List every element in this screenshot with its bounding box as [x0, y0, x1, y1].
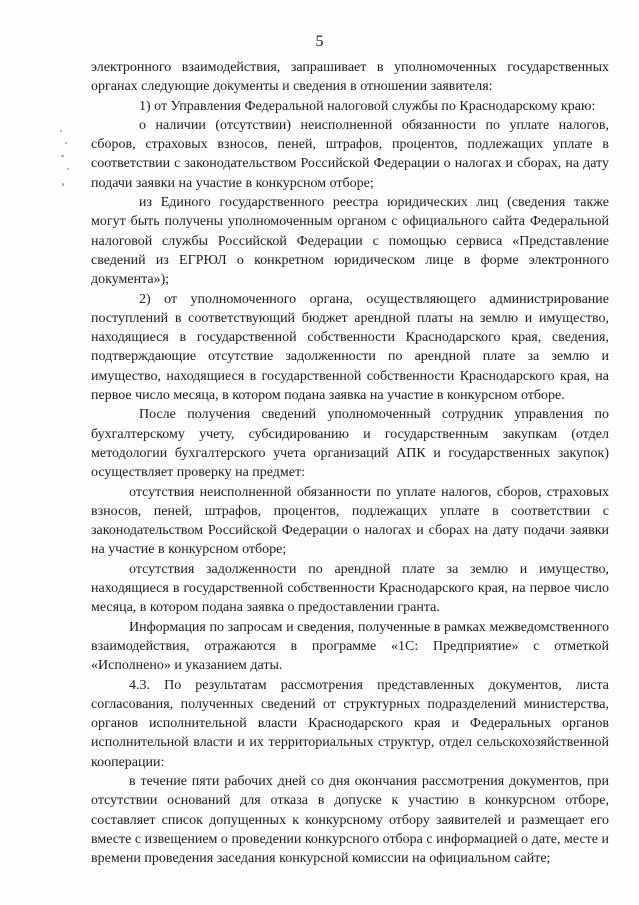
paragraph-check-tax: отсутствия неисполненной обязанности по уплате налогов, сборов, страховых взносов, пеней, штрафов, процентов, подлежащих уплате в соответствии с законодательством Российской Федерации о налогах и сборах на дату подачи заявки на участие в конкурсном отборе;: [91, 484, 609, 558]
paragraph-after-receipt: После получения сведений уполномоченный сотрудник управления по бухгалтерскому учету, субсидированию и государственным закупкам (отдел методологии бухгалтерского учета организаций АПК и государственных закупок) осуществляет проверку на предмет:: [91, 407, 609, 481]
page-number: 5: [315, 33, 324, 50]
binding-punch-marks: [58, 128, 72, 198]
paragraph-intro-continuation: электронного взаимодействия, запрашивает в уполномоченных государственных органах следующие документы и сведения в отношении заявителя:: [91, 60, 609, 95]
paragraph-five-days: в течение пяти рабочих дней со дня окончания рассмотрения документов, при отсутствии оснований для отказа в допуске к участию в конкурсном отборе, составляет список допущенных к конкурсному отбору заявителей и размещает его вместе с извещением о проведении конкурсного отбора с информацией о дате, месте и времени проведения заседания конкурсной комиссии на официальном сайте;: [91, 773, 609, 867]
paragraph-check-rent: отсутствия задолженности по арендной плате за землю и имущество, находящиеся в государственной собственности Краснодарского края, на первое число месяца, в котором подана заявка о предоставлении гранта.: [91, 561, 609, 616]
paragraph-egrul: из Единого государственного реестра юридических лиц (сведения также могут быть получены уполномоченным органом с официального сайта Федеральной налоговой службы Российской Федерации с помощью сервиса «Представление сведений из ЕГРЮЛ о конкретном юридическом лице в форме электронного документа»);: [91, 195, 609, 288]
paragraph-4-3: 4.3. По результатам рассмотрения представленных документов, листа согласования, полученных сведений от структурных подразделений министерства, органов исполнительной власти Краснодарского края и Федеральных органов исполнительной власти и их территориальных структур, отдел сельскохозяйственной кооперации:: [91, 677, 609, 770]
document-body: [91, 58, 609, 868]
paragraph-tax-obligation: о наличии (отсутствии) неисполненной обязанности по уплате налогов, сборов, страховых взносов, пеней, штрафов, процентов, подлежащих уплате в соответствии с законодательством Российской Федерации о налогах и сборах, на дату подачи заявки на участие в конкурсном отборе;: [91, 117, 609, 191]
paragraph-item-2: 2) от уполномоченного органа, осуществляющего администрирование поступлений в соответствующий бюджет арендной платы на землю и имущество, находящиеся в государственной собственности Краснодарского края, сведения, подтверждающие отсутствие задолженности по арендной плате за землю и имущество, находящиеся в государственной собственности Краснодарского края, на первое число месяца, в котором подана заявка на участие в конкурсном отборе.: [91, 291, 609, 404]
paragraph-information: Информация по запросам и сведения, полученные в рамках межведомственного взаимодействия, отражаются в программе «1С: Предприятие» с отметкой «Исполнено» и указанием даты.: [91, 619, 609, 674]
paragraph-item-1: 1) от Управления Федеральной налоговой службы по Краснодарскому краю:: [139, 98, 596, 114]
